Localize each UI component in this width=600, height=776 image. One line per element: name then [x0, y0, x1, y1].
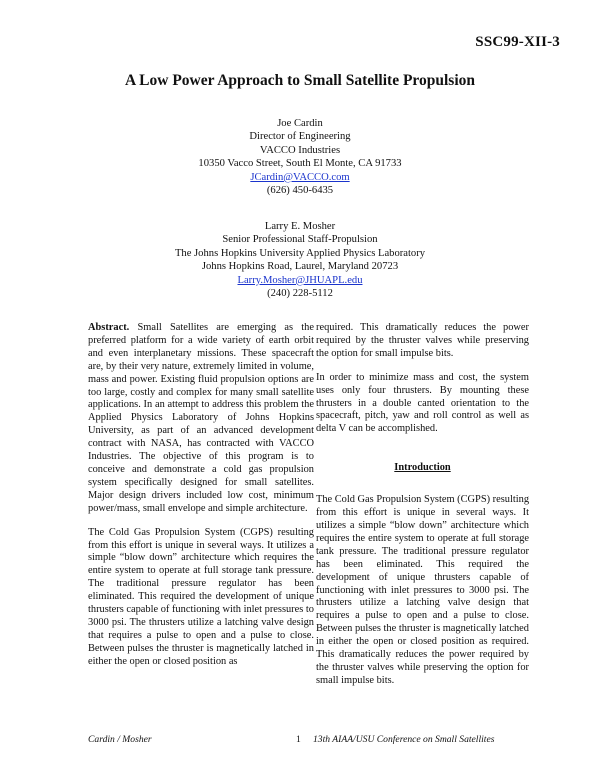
author-organization: VACCO Industries	[259, 144, 341, 156]
author-phone: (240) 228-5112	[267, 288, 333, 300]
body-paragraph: The Cold Gas Propulsion System (CGPS) resulting from this effort is unique in several ways. It utilizes a simple “blow down” architecture which requires the entire system to operate at full storage tank pressure. The traditional pressure regulator has been eliminated. This required the development of unique thrusters capable of functioning with inlet pressures to 3000 psi. The thrusters utilize a latching valve design that requires a pulse to open and a pulse to close. Between pulses the thruster is magnetically latched in either the open or closed position as	[88, 526, 314, 667]
footer-page-number: 1	[296, 734, 301, 745]
paper-id: SSC99-XII-3	[475, 34, 560, 50]
footer-conference: 13th AIAA/USU Conference on Small Satellites	[313, 734, 495, 745]
author-address: 10350 Vacco Street, South El Monte, CA 91733	[198, 158, 402, 170]
footer-authors: Cardin / Mosher	[88, 734, 152, 745]
abstract-paragraph	[88, 322, 314, 516]
author-block-2	[0, 220, 600, 300]
author-block-1	[0, 117, 600, 197]
paper-title: A Low Power Approach to Small Satellite Propulsion	[124, 72, 476, 89]
author-organization: The Johns Hopkins University Applied Physics Laboratory	[174, 247, 426, 259]
abstract-text: Small Satellites are emerging as the preferred platform for a wide variety of earth orbit and even interplanetary missions. These spacecraft are, by their very nature, extremely limited in volume, mass and power. Existing fluid propulsion options are too large, costly and complex for many small satellite applications. In an attempt to address this problem the Applied Physics Laboratory of Johns Hopkins University, as part of an advanced development contract with NASA, has contracted with VACCO Industries. The objective of this program is to conceive and demonstrate a cold gas propulsion system specifically designed for small satellites. Major design drivers included low cost, minimum power/mass, small envelope and simple architecture.	[88, 322, 314, 514]
author-role: Senior Professional Staff-Propulsion	[222, 234, 378, 246]
author-email-link[interactable]: JCardin@VACCO.com	[250, 171, 350, 183]
body-paragraph: required. This dramatically reduces the power required by the thruster valves while preserving the option for small impulse bits.	[316, 322, 529, 359]
author-phone: (626) 450-6435	[266, 185, 334, 197]
right-column	[316, 322, 529, 699]
body-paragraph: The Cold Gas Propulsion System (CGPS) resulting from this effort is unique in several ways. It utilizes a simple “blow down” architecture which requires the entire system to operate at full storage tank pressure. The traditional pressure regulator has been eliminated. This required the development of unique thrusters capable of functioning with inlet pressures to 3000 psi. The thrusters utilize a latching valve design that requires a pulse to open and a pulse to close. Between pulses the thruster is magnetically latched in either the open or closed position as required. This dramatically reduces the power required by the thruster valves while preserving the option for small impulse bits.	[316, 494, 530, 686]
author-name: Joe Cardin	[277, 118, 323, 129]
author-address: Johns Hopkins Road, Laurel, Maryland 20723	[201, 261, 399, 273]
author-email-link[interactable]: Larry.Mosher@JHUAPL.edu	[237, 274, 363, 286]
body-paragraph: In order to minimize mass and cost, the system uses only four thrusters. By mounting these thrusters in a double canted orientation to the spacecraft, pitch, yaw and roll control as well as delta V can be accomplished.	[316, 371, 529, 435]
section-heading-introduction: Introduction	[394, 462, 451, 474]
author-role: Director of Engineering	[249, 131, 351, 143]
left-column	[88, 322, 314, 680]
abstract-label: Abstract.	[88, 322, 130, 333]
author-name: Larry E. Mosher	[264, 221, 336, 232]
